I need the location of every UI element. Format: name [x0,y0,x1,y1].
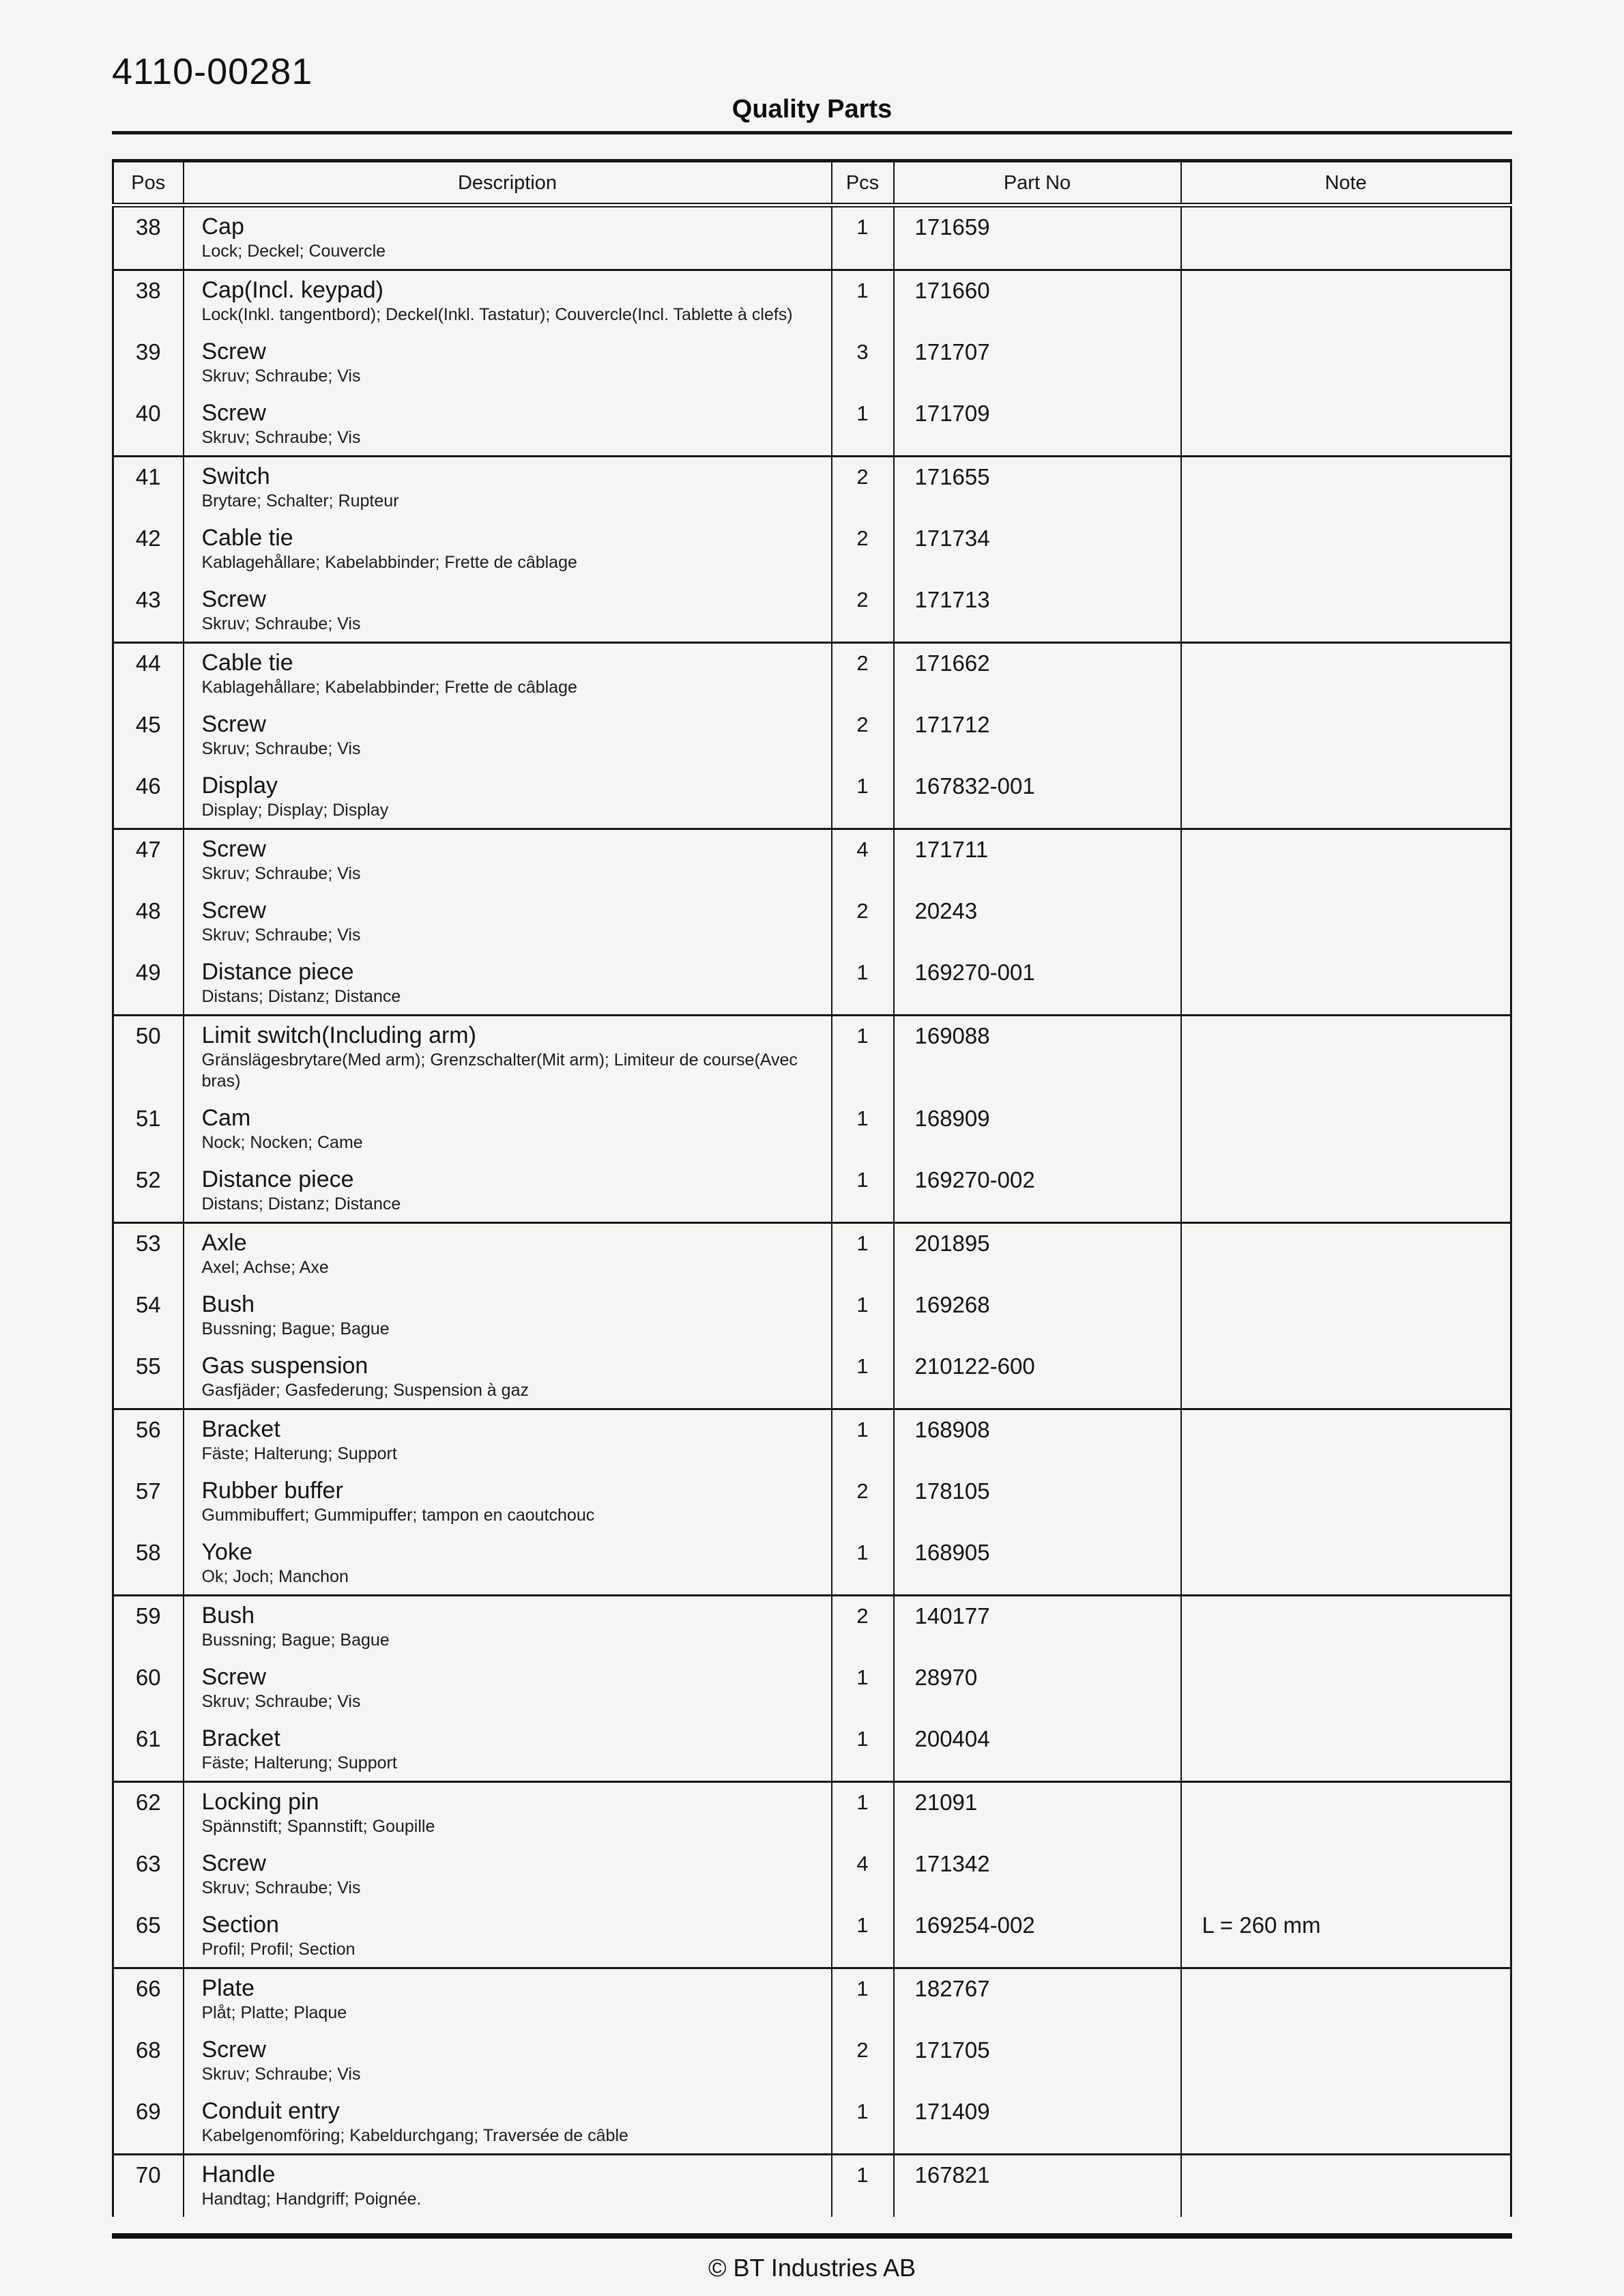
pcs-cell: 1 [832,1782,894,1845]
description-title: Cable tie [201,650,293,676]
pos-cell: 70 [135,2162,161,2187]
description-translations: Kablagehållare; Kabelabbinder; Frette de câblage [201,553,577,572]
note-cell [1181,519,1511,580]
part-no-cell: 168905 [894,1533,1181,1596]
pcs-cell: 1 [832,1223,894,1286]
pcs-cell: 2 [832,519,894,580]
description-translations: Distans; Distanz; Distance [201,987,401,1006]
pos-cell: 40 [135,401,161,426]
note-cell [1181,766,1511,829]
description-cell [184,1533,832,1596]
description-cell [184,270,832,333]
table-row [113,205,1511,270]
pos-cell: 44 [135,650,161,676]
description-translations: Nock; Nocken; Came [201,1133,363,1152]
note-cell [1181,1844,1511,1906]
pcs-cell: 1 [832,953,894,1016]
note-cell [1181,270,1511,333]
note-cell [1181,1160,1511,1223]
description-translations: Display; Display; Display [201,801,389,820]
pcs-cell: 1 [832,1968,894,2031]
pcs-cell: 3 [832,332,894,394]
description-cell [184,1285,832,1347]
note-cell [1181,1719,1511,1782]
footer-divider [112,2233,1512,2239]
table-row [113,2155,1511,2218]
part-no-cell: 171712 [894,705,1181,766]
table-row [113,1347,1511,1409]
pos-cell: 52 [135,1167,161,1192]
pos-cell: 45 [135,712,161,737]
note-cell [1181,1782,1511,1845]
description-cell [184,580,832,643]
table-row [113,1658,1511,1719]
description-title: Screw [201,1850,266,1876]
table-row [113,457,1511,519]
description-translations: Skruv; Schraube; Vis [201,1692,361,1711]
pos-cell: 56 [135,1417,161,1442]
pos-cell: 47 [135,837,161,862]
column-header-pos: Pos [113,161,184,205]
table-row [113,394,1511,457]
pcs-cell: 4 [832,1844,894,1906]
description-title: Locking pin [201,1789,319,1815]
part-no-cell: 169270-002 [894,1160,1181,1223]
pcs-cell: 1 [832,1016,894,1100]
part-no-cell: 201895 [894,1223,1181,1286]
note-cell [1181,1016,1511,1100]
description-cell [184,2030,832,2092]
parts-group [113,2155,1511,2218]
page-title: Quality Parts [731,95,893,124]
description-translations: Skruv; Schraube; Vis [201,2065,361,2084]
pcs-cell: 1 [832,394,894,457]
pcs-cell: 1 [832,1409,894,1472]
pos-cell: 65 [135,1912,161,1938]
table-row [113,332,1511,394]
page-header [112,51,1512,124]
description-translations: Fäste; Halterung; Support [201,1753,397,1773]
description-title: Bracket [201,1725,280,1751]
doc-number: 4110-00281 [112,51,313,92]
description-translations: Bussning; Bague; Bague [201,1631,390,1650]
column-header-description: Description [184,161,832,205]
table-row [113,1160,1511,1223]
pcs-cell: 2 [832,1472,894,1533]
description-title: Distance piece [201,959,354,985]
description-cell [184,1968,832,2031]
part-no-cell: 168909 [894,1099,1181,1160]
description-cell [184,1099,832,1160]
description-translations: Bussning; Bague; Bague [201,1319,390,1338]
table-row [113,1596,1511,1659]
description-cell [184,1844,832,1906]
description-cell [184,1596,832,1659]
description-translations: Axel; Achse; Axe [201,1258,329,1277]
parts-table [112,159,1512,2217]
pcs-cell: 1 [832,205,894,270]
description-cell [184,457,832,519]
parts-group [113,643,1511,829]
part-no-cell: 28970 [894,1658,1181,1719]
description-cell [184,891,832,953]
note-cell [1181,332,1511,394]
pcs-cell: 1 [832,1160,894,1223]
description-title: Distance piece [201,1166,354,1192]
table-row [113,643,1511,706]
description-cell [184,643,832,706]
description-translations: Brytare; Schalter; Rupteur [201,491,399,511]
pcs-cell: 1 [832,1533,894,1596]
parts-group [113,1596,1511,1782]
part-no-cell: 171734 [894,519,1181,580]
table-row [113,2030,1511,2092]
description-translations: Kabelgenomföring; Kabeldurchgang; Traversée de câble [201,2126,628,2145]
table-row [113,1719,1511,1782]
pcs-cell: 1 [832,1099,894,1160]
parts-group [113,1782,1511,1968]
note-cell [1181,2030,1511,2092]
description-cell [184,332,832,394]
table-row [113,1533,1511,1596]
column-header-pcs: Pcs [832,161,894,205]
description-cell [184,2092,832,2155]
parts-group [113,1968,1511,2155]
note-cell [1181,1472,1511,1533]
description-title: Cable tie [201,525,293,551]
description-title: Cap [201,214,244,240]
description-translations: Skruv; Schraube; Vis [201,925,361,945]
pos-cell: 69 [135,2099,161,2124]
note-cell: L = 260 mm [1181,1906,1511,1968]
note-cell [1181,1596,1511,1659]
parts-group [113,829,1511,1016]
parts-group [113,1016,1511,1223]
description-translations: Skruv; Schraube; Vis [201,1878,361,1897]
description-title: Rubber buffer [201,1478,343,1504]
description-cell [184,1223,832,1286]
pos-cell: 51 [135,1106,161,1131]
copyright-text: © BT Industries AB [708,2254,916,2282]
description-translations: Skruv; Schraube; Vis [201,428,361,447]
description-title: Cap(Incl. keypad) [201,277,383,303]
pcs-cell: 2 [832,1596,894,1659]
description-translations: Ok; Joch; Manchon [201,1567,349,1586]
part-no-cell: 169270-001 [894,953,1181,1016]
description-title: Switch [201,463,270,489]
table-row [113,1223,1511,1286]
note-cell [1181,643,1511,706]
pcs-cell: 2 [832,643,894,706]
table-row [113,766,1511,829]
part-no-cell: 169268 [894,1285,1181,1347]
table-row [113,1782,1511,1845]
note-cell [1181,891,1511,953]
description-translations: Skruv; Schraube; Vis [201,614,361,633]
note-cell [1181,2092,1511,2155]
pcs-cell: 1 [832,2092,894,2155]
part-no-cell: 169254-002 [894,1906,1181,1968]
part-no-cell: 171707 [894,332,1181,394]
description-title: Conduit entry [201,2098,340,2124]
description-title: Section [201,1912,279,1938]
table-row [113,1844,1511,1906]
parts-group [113,270,1511,457]
description-translations: Fäste; Halterung; Support [201,1444,397,1463]
table-row [113,1285,1511,1347]
description-cell [184,2155,832,2218]
description-cell [184,519,832,580]
part-no-cell: 171659 [894,205,1181,270]
description-cell [184,953,832,1016]
description-cell [184,1906,832,1968]
description-title: Bush [201,1291,255,1317]
description-cell [184,829,832,892]
pos-cell: 53 [135,1231,161,1256]
description-title: Bracket [201,1416,280,1442]
description-cell [184,394,832,457]
description-title: Screw [201,711,266,737]
description-title: Cam [201,1105,251,1131]
note-cell [1181,580,1511,643]
table-row [113,2092,1511,2155]
pos-cell: 49 [135,960,161,985]
note-cell [1181,953,1511,1016]
description-cell [184,1160,832,1223]
table-row [113,1472,1511,1533]
part-no-cell: 167821 [894,2155,1181,2218]
part-no-cell: 140177 [894,1596,1181,1659]
part-no-cell: 21091 [894,1782,1181,1845]
description-title: Screw [201,898,266,923]
pcs-cell: 1 [832,1719,894,1782]
page-footer [112,2233,1512,2282]
description-translations: Skruv; Schraube; Vis [201,864,361,883]
pcs-cell: 2 [832,891,894,953]
pcs-cell: 2 [832,457,894,519]
table-row [113,1968,1511,2031]
parts-group [113,1223,1511,1409]
table-row [113,1016,1511,1100]
table-row [113,1409,1511,1472]
part-no-cell: 182767 [894,1968,1181,2031]
description-title: Screw [201,339,266,364]
description-cell [184,1719,832,1782]
table-row [113,1099,1511,1160]
description-title: Gas suspension [201,1353,368,1379]
table-row [113,829,1511,892]
pos-cell: 50 [135,1023,161,1048]
description-title: Plate [201,1975,255,2001]
description-cell [184,1472,832,1533]
parts-group [113,457,1511,643]
table-row [113,270,1511,333]
pos-cell: 60 [135,1665,161,1690]
description-cell [184,205,832,270]
note-cell [1181,829,1511,892]
description-cell [184,1347,832,1409]
part-no-cell: 171655 [894,457,1181,519]
note-cell [1181,2155,1511,2218]
description-cell [184,1016,832,1100]
header-divider [112,131,1512,134]
description-title: Axle [201,1230,247,1256]
pcs-cell: 1 [832,270,894,333]
part-no-cell: 171711 [894,829,1181,892]
pcs-cell: 2 [832,2030,894,2092]
pcs-cell: 1 [832,1285,894,1347]
pos-cell: 46 [135,773,161,799]
description-title: Screw [201,1664,266,1690]
part-no-cell: 171409 [894,2092,1181,2155]
pcs-cell: 1 [832,766,894,829]
pos-cell: 42 [135,526,161,551]
part-no-cell: 210122-600 [894,1347,1181,1409]
pcs-cell: 1 [832,1906,894,1968]
description-translations: Spännstift; Spannstift; Goupille [201,1817,435,1836]
pcs-cell: 1 [832,1347,894,1409]
parts-group [113,1409,1511,1596]
description-translations: Lock(Inkl. tangentbord); Deckel(Inkl. Tastatur); Couvercle(Incl. Tablette à clefs) [201,305,793,324]
note-cell [1181,1409,1511,1472]
description-translations: Kablagehållare; Kabelabbinder; Frette de câblage [201,678,577,697]
pcs-cell: 4 [832,829,894,892]
description-translations: Lock; Deckel; Couvercle [201,242,386,261]
pcs-cell: 1 [832,1658,894,1719]
description-translations: Gränslägesbrytare(Med arm); Grenzschalter(Mit arm); Limiteur de course(Avec bras) [201,1050,798,1091]
part-no-cell: 171713 [894,580,1181,643]
description-title: Screw [201,2037,266,2063]
note-cell [1181,1347,1511,1409]
pos-cell: 58 [135,1540,161,1565]
pos-cell: 61 [135,1726,161,1751]
pos-cell: 43 [135,587,161,612]
note-cell [1181,1968,1511,2031]
column-header-note: Note [1181,161,1511,205]
description-title: Screw [201,400,266,426]
description-title: Screw [201,836,266,862]
table-row [113,580,1511,643]
pos-cell: 62 [135,1790,161,1815]
description-cell [184,1782,832,1845]
part-no-cell: 200404 [894,1719,1181,1782]
note-cell [1181,205,1511,270]
table-header-row [113,161,1511,205]
pos-cell: 57 [135,1478,161,1504]
pos-cell: 38 [135,278,161,303]
pos-cell: 55 [135,1353,161,1379]
description-translations: Gummibuffert; Gummipuffer; tampon en caoutchouc [201,1506,595,1525]
part-no-cell: 171660 [894,270,1181,333]
pos-cell: 39 [135,339,161,364]
description-title: Limit switch(Including arm) [201,1022,476,1048]
note-cell [1181,1285,1511,1347]
description-title: Screw [201,586,266,612]
pcs-cell: 1 [832,2155,894,2218]
note-cell [1181,1658,1511,1719]
description-title: Display [201,773,278,799]
note-cell [1181,1533,1511,1596]
note-cell [1181,1099,1511,1160]
table-row [113,519,1511,580]
column-header-part-no: Part No [894,161,1181,205]
note-cell [1181,1223,1511,1286]
pos-cell: 68 [135,2037,161,2063]
description-cell [184,1658,832,1719]
description-cell [184,705,832,766]
part-no-cell: 171709 [894,394,1181,457]
pos-cell: 63 [135,1851,161,1876]
pos-cell: 54 [135,1292,161,1317]
parts-group [113,205,1511,270]
table-row [113,705,1511,766]
part-no-cell: 167832-001 [894,766,1181,829]
part-no-cell: 178105 [894,1472,1181,1533]
note-cell [1181,457,1511,519]
pos-cell: 38 [135,214,161,240]
description-translations: Distans; Distanz; Distance [201,1194,401,1214]
part-no-cell: 20243 [894,891,1181,953]
pos-cell: 59 [135,1603,161,1628]
part-no-cell: 171705 [894,2030,1181,2092]
part-no-cell: 171342 [894,1844,1181,1906]
description-translations: Skruv; Schraube; Vis [201,367,361,386]
pos-cell: 66 [135,1976,161,2001]
description-translations: Profil; Profil; Section [201,1940,356,1959]
description-translations: Plåt; Platte; Plaque [201,2003,347,2022]
pos-cell: 41 [135,464,161,489]
part-no-cell: 169088 [894,1016,1181,1100]
description-title: Yoke [201,1539,252,1565]
description-title: Handle [201,2162,276,2187]
description-title: Bush [201,1603,255,1628]
note-cell [1181,705,1511,766]
description-translations: Handtag; Handgriff; Poignée. [201,2190,422,2209]
table-row [113,1906,1511,1968]
description-translations: Skruv; Schraube; Vis [201,739,361,758]
description-cell [184,766,832,829]
part-no-cell: 168908 [894,1409,1181,1472]
pos-cell: 48 [135,898,161,923]
part-no-cell: 171662 [894,643,1181,706]
table-row [113,891,1511,953]
pcs-cell: 2 [832,705,894,766]
description-translations: Gasfjäder; Gasfederung; Suspension à gaz [201,1381,529,1400]
note-cell [1181,394,1511,457]
pcs-cell: 2 [832,580,894,643]
table-row [113,953,1511,1016]
description-cell [184,1409,832,1472]
